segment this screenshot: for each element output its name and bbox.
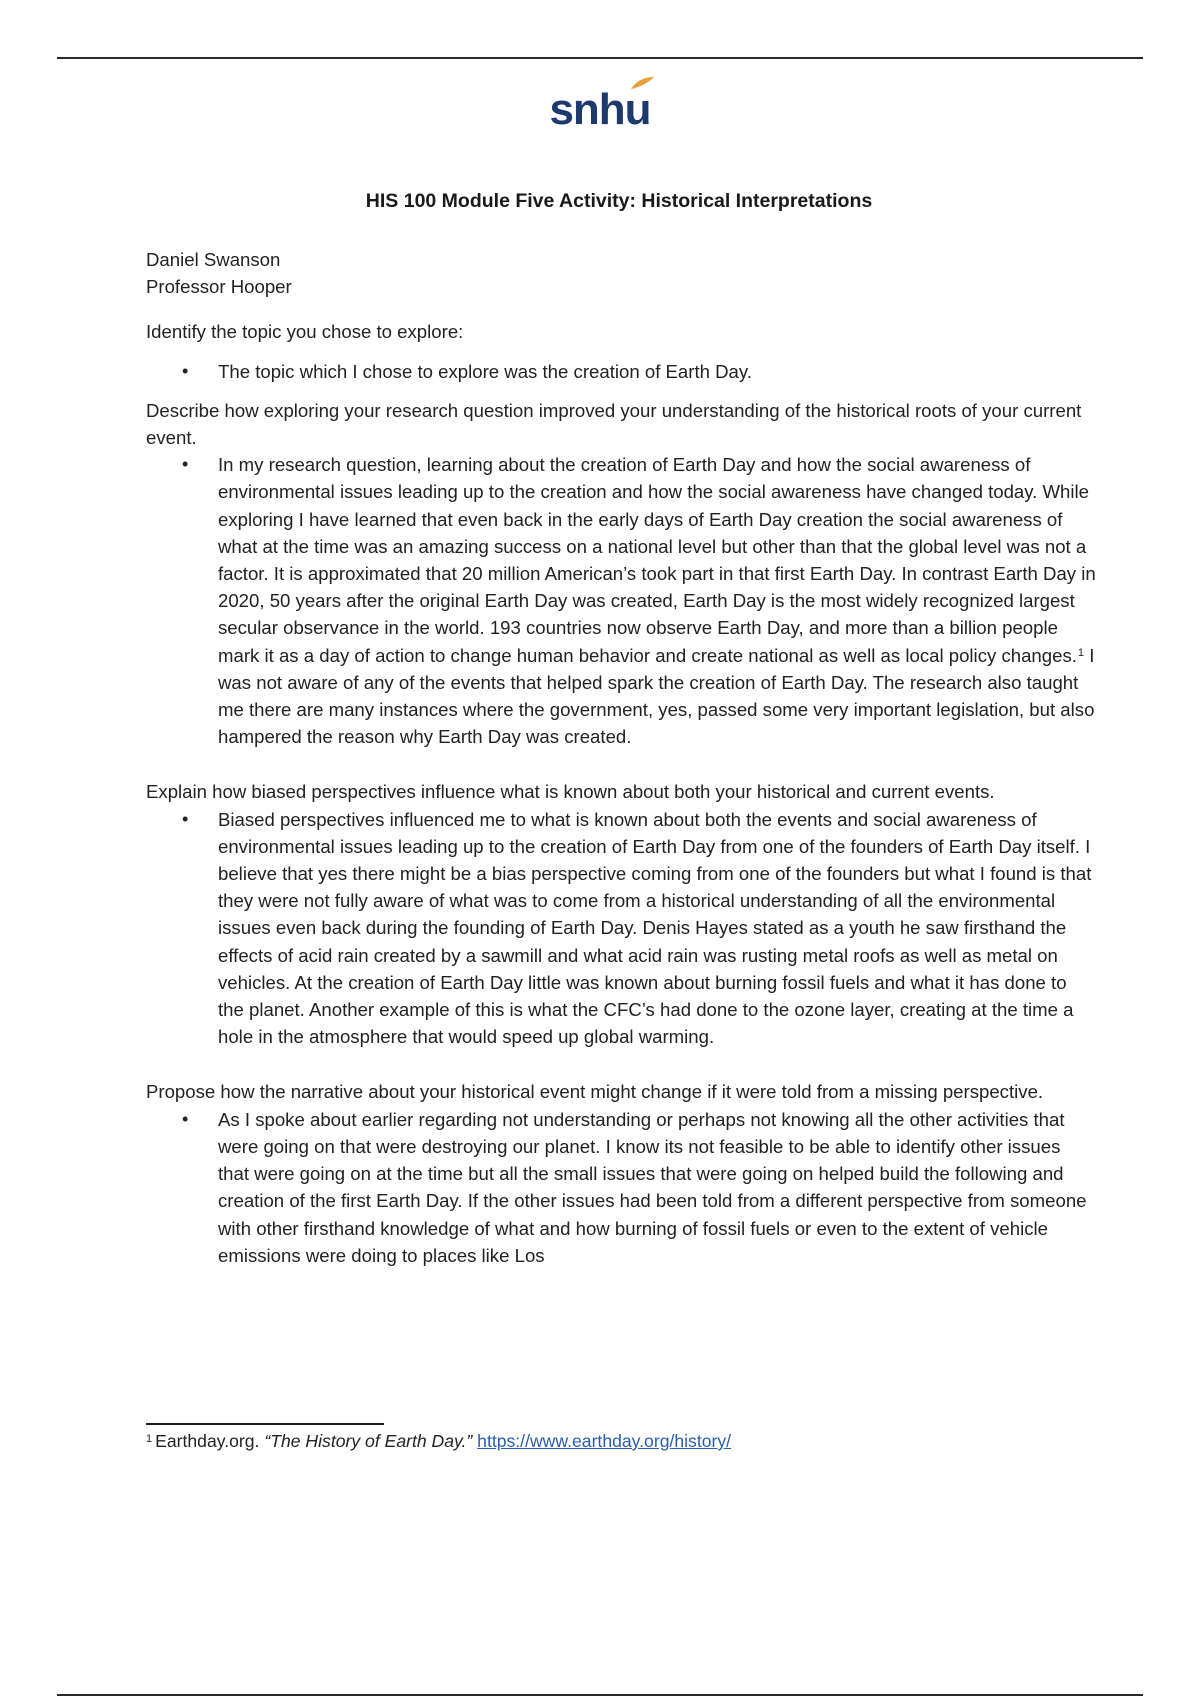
leaf-icon bbox=[629, 76, 655, 90]
answer-bias: Biased perspectives influenced me to what is known about both the events and social awareness of environmental issues leading up to the creation of Earth Day from one of the founders of Earth Day itself. I believe that yes there might be a bias perspective coming from one of the founders but what I found is that they were not fully aware of what was to come from a historical understanding of all the environmental issues even back during the founding of Earth Day. Denis Hayes stated as a youth he saw firsthand the effects of acid rain created by a sawmill and what acid rain was rusting metal roofs as well as metal on vehicles. At the creation of Earth Day little was known about burning fossil fuels and what it has done to the planet. Another example of this is what the CFC’s had done to the ozone layer, creating at the time a hole in the atmosphere that would speed up global warming. bbox=[218, 808, 1092, 1048]
answer-list-bias bbox=[146, 806, 1096, 1051]
list-item bbox=[146, 806, 1096, 1051]
logo-text: snhu bbox=[549, 85, 651, 134]
bullet-icon: • bbox=[182, 1108, 189, 1129]
answer-research-part2: I was not aware of any of the events that helped spark the creation of Earth Day. The research also taught me there are many instances where the government, yes, passed some very important legislation, but also hampered the reason why Earth Day was created. bbox=[218, 644, 1095, 748]
list-item bbox=[146, 1106, 1096, 1269]
list-item bbox=[146, 451, 1096, 750]
prompt-research: Describe how exploring your research question improved your understanding of the historical roots of your current event. bbox=[146, 399, 1082, 449]
answer-missing-perspective: As I spoke about earlier regarding not understanding or perhaps not knowing all the other activities that were going on that were destroying our planet. I know its not feasible to be able to identify other issues that were going on at the time but all the small issues that were going on helped build the following and creation of the first Earth Day. If the other issues had been told from a different perspective from someone with other firsthand knowledge of what and how burning of fossil fuels or even to the extent of vehicle emissions were doing to places like Los bbox=[218, 1108, 1087, 1266]
document-title: HIS 100 Module Five Activity: Historical Interpretations bbox=[365, 190, 873, 212]
top-rule bbox=[57, 57, 1143, 59]
footnote-reference[interactable]: 1 bbox=[1077, 646, 1085, 659]
answer-research-part1: In my research question, learning about the creation of Earth Day and how the social awareness of environmental issues leading up to the creation and how the social awareness have changed today. While exploring I have learned that even back in the early days of Earth Day creation the social awareness of what at the time was an amazing success on a national level but other than that the global level was not a factor. It is approximated that 20 million American’s took part in that first Earth Day. In contrast Earth Day in 2020, 50 years after the original Earth Day was created, Earth Day is the most widely recognized largest secular observance in the world. 193 countries now observe Earth Day, and more than a billion people mark it as a day of action to change human behavior and create national as well as local policy changes. bbox=[218, 454, 1096, 666]
bullet-icon: • bbox=[182, 808, 189, 829]
snhu-logo bbox=[0, 76, 1200, 132]
prompt-topic: Identify the topic you chose to explore: bbox=[146, 321, 464, 343]
footnote-link[interactable]: https://www.earthday.org/history/ bbox=[477, 1431, 732, 1451]
prompt-bias: Explain how biased perspectives influence what is known about both your historical and current events. bbox=[146, 781, 995, 803]
author-name: Daniel Swanson bbox=[146, 249, 281, 270]
prompt-missing-perspective: Propose how the narrative about your historical event might change if it were told from a missing perspective. bbox=[146, 1081, 1044, 1103]
footnote-marker: 1 bbox=[146, 1433, 153, 1445]
bullet-icon: • bbox=[182, 360, 189, 381]
professor-name: Professor Hooper bbox=[146, 276, 292, 298]
document-body bbox=[146, 246, 1096, 1269]
list-item bbox=[146, 358, 1096, 385]
bullet-icon: • bbox=[182, 454, 189, 475]
bottom-rule bbox=[57, 1694, 1143, 1696]
footnote bbox=[146, 1429, 731, 1453]
answer-list-research bbox=[146, 451, 1096, 750]
answer-list-topic bbox=[146, 358, 1096, 385]
footnote-work-title: “The History of Earth Day.” bbox=[264, 1431, 473, 1451]
footnote-separator bbox=[146, 1423, 384, 1425]
footnote-source: Earthday.org. bbox=[155, 1431, 260, 1451]
answer-list-missing-perspective bbox=[146, 1106, 1096, 1269]
answer-topic: The topic which I chose to explore was the creation of Earth Day. bbox=[218, 360, 752, 382]
